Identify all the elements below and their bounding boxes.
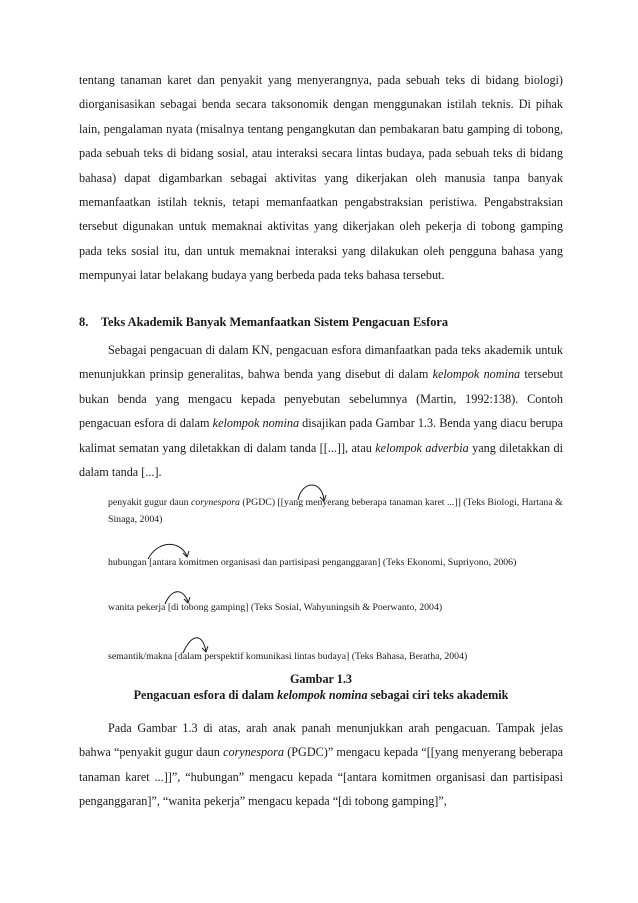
arrow-example-4 bbox=[183, 638, 206, 653]
section-number: 8. bbox=[79, 315, 89, 329]
example-item: wanita pekerja [di tobong gamping] (Teks Sosial, Wahyuningsih & Poerwanto, 2004) bbox=[108, 602, 443, 613]
body-paragraph-top: tentang tanaman karet dan penyakit yang menyerangnya, pada sebuah teks di bidang biologi) diorganisasikan sebagai benda secara taksonomik dengan menggunakan istilah teknis. Di pihak lain, pengalaman nyata (misalnya tentang pengangkutan dan pembakaran batu gamping di tobong, pada sebuah teks di bidang sosial, atau interaksi secara lintas budaya, pada sebuah teks di bidang bahasa) dapat digambarkan sebagai aktivitas yang dikerjakan oleh manusia tanpa banyak memanfaatkan istilah teknis, tetapi memanfaatkan pengabstraksian peristiwa. Pengabstraksian tersebut digunakan untuk memaknai aktivitas yang dikerjakan oleh pekerja di tobong gamping pada teks sosial itu, dan untuk memaknai interaksi yang dilakukan oleh pengguna bahasa yang mempunyai latar belakang budaya yang berbeda pada teks bahasa tersebut. bbox=[79, 73, 563, 283]
term-italic: kelompok adverbia bbox=[375, 440, 469, 455]
para-text: tersebut bukan benda yang mengacu kepada penyebutan sebelumnya (Martin, 1992:138). Contoh pengacuan esfora di dalam bbox=[79, 367, 563, 431]
figure-label: Gambar 1.3 bbox=[289, 672, 353, 686]
arrow-example-3 bbox=[165, 592, 188, 604]
para-text: disajikan pada Gambar 1.3. Benda yang diacu berupa kalimat sematan yang diletakkan di dalam tanda [[...]], atau bbox=[79, 416, 563, 455]
figure-caption: Pengacuan esfora di dalam kelompok nomina sebagai ciri teks akademik bbox=[133, 688, 509, 702]
term-italic: kelompok nomina bbox=[212, 416, 300, 431]
para-text: Sebagai pengacuan di dalam KN, pengacuan esfora dimanfaatkan pada teks akademik untuk menunjukkan prinsip generalitas, bahwa benda yang disebut di dalam bbox=[79, 343, 563, 382]
body-paragraph-bottom: Pada Gambar 1.3 di atas, arah anak panah menunjukkan arah pengacuan. Tampak jelas bahwa “penyakit gugur daun corynespora (PGDC)” mengacu kepada “[[yang menyerang beberapa tanaman karet ...]]”, “hubungan” mengacu kepada “[antara komitmen organisasi dan partisipasi penganggaran]”, “wanita pekerja” mengacu kepada “[di tobong gamping]”, bbox=[79, 721, 563, 809]
example-item: semantik/makna [dalam perspektif komunikasi lintas budaya] (Teks Bahasa, Beratha, 2004) bbox=[108, 651, 468, 662]
para-text: yang diletakkan di dalam tanda [...]. bbox=[79, 440, 563, 480]
term-italic: kelompok nomina bbox=[432, 367, 521, 382]
arrow-example-2 bbox=[148, 544, 187, 559]
example-item: penyakit gugur daun corynespora (PGDC) [[yang menyerang beberapa tanaman karet ...]] (Teks Biologi, Hartana & Sinaga, 2004) bbox=[108, 497, 563, 525]
example-item: hubungan [antara komitmen organisasi dan partisipasi penganggaran] (Teks Ekonomi, Supriyono, 2006) bbox=[108, 557, 517, 568]
section-title: Teks Akademik Banyak Memanfaatkan Sistem Pengacuan Esfora bbox=[100, 315, 449, 329]
